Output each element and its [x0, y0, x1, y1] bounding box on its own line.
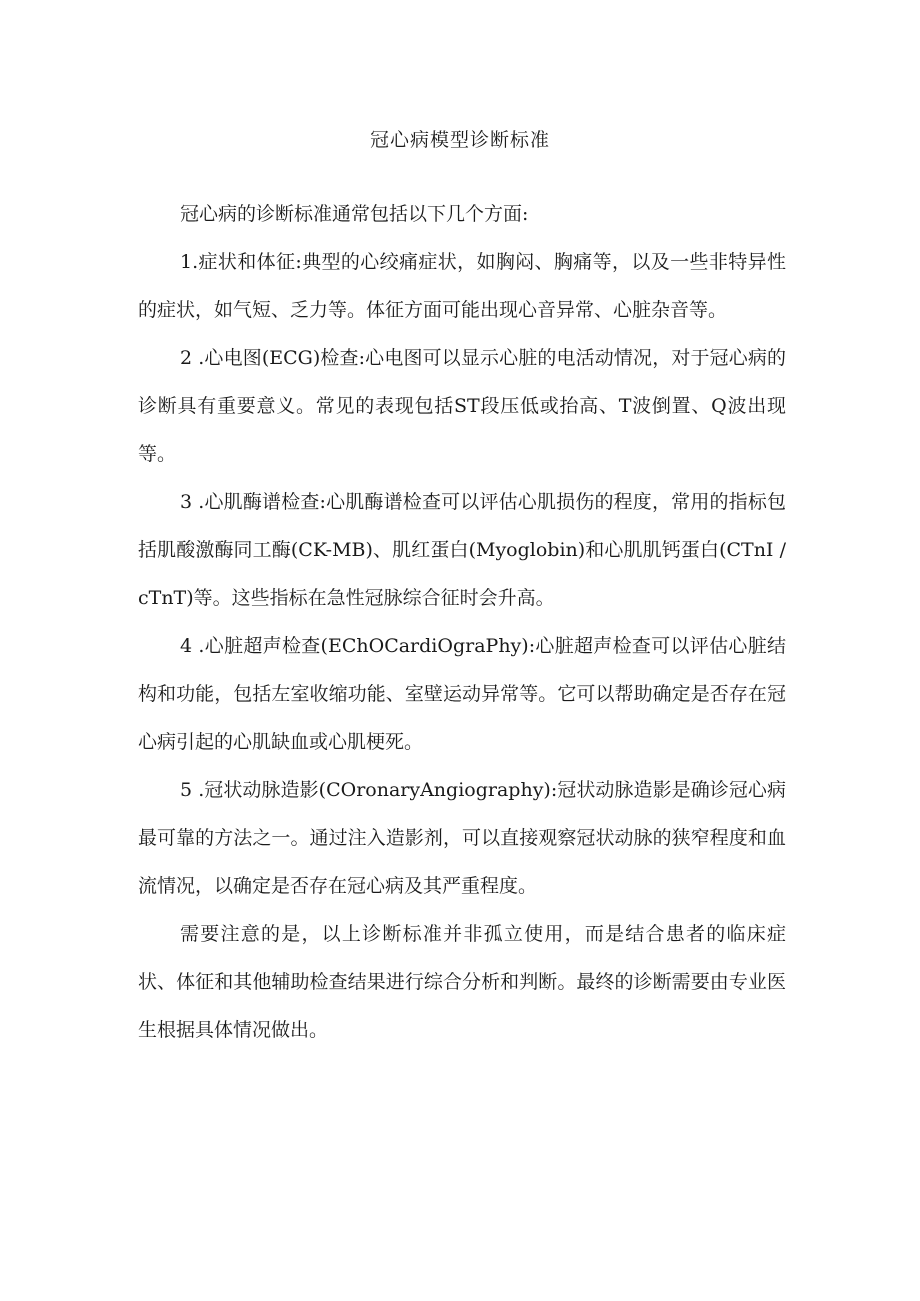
paragraph-intro: 冠心病的诊断标准通常包括以下几个方面: [180, 203, 529, 225]
paragraph-echocardiography: 4 .心脏超声检查(EChOCardiOgraPhy):心脏超声检查可以评估心脏结构和功能，包括左室收缩功能、室壁运动异常等。它可以帮助确定是否存在冠心病引起的心肌缺血或心肌梗死。 [138, 635, 786, 753]
paragraph-cardiac-enzymes: 3 .心肌酶谱检查:心肌酶谱检查可以评估心肌损伤的程度，常用的指标包括肌酸激酶同工酶(CK-MB)、肌红蛋白(Myoglobin)和心肌肌钙蛋白(CTnI / cTnT)等。这些指标在急性冠脉综合征时会升高。 [138, 491, 786, 609]
paragraph-symptoms: 1.症状和体征:典型的心绞痛症状，如胸闷、胸痛等，以及一些非特异性的症状，如气短、乏力等。体征方面可能出现心音异常、心脏杂音等。 [138, 251, 786, 321]
paragraph-coronary-angiography: 5 .冠状动脉造影(COronaryAngiography):冠状动脉造影是确诊冠心病最可靠的方法之一。通过注入造影剂，可以直接观察冠状动脉的狭窄程度和血流情况，以确定是否存在冠心病及其严重程度。 [138, 779, 786, 897]
paragraph-note: 需要注意的是，以上诊断标准并非孤立使用，而是结合患者的临床症状、体征和其他辅助检查结果进行综合分析和判断。最终的诊断需要由专业医生根据具体情况做出。 [138, 923, 786, 1041]
paragraph-ecg: 2 .心电图(ECG)检查:心电图可以显示心脏的电活动情况，对于冠心病的诊断具有重要意义。常见的表现包括ST段压低或抬高、T波倒置、Q波出现等。 [138, 347, 786, 465]
document-title: 冠心病模型诊断标准 [369, 129, 550, 151]
document-body [138, 190, 786, 1054]
